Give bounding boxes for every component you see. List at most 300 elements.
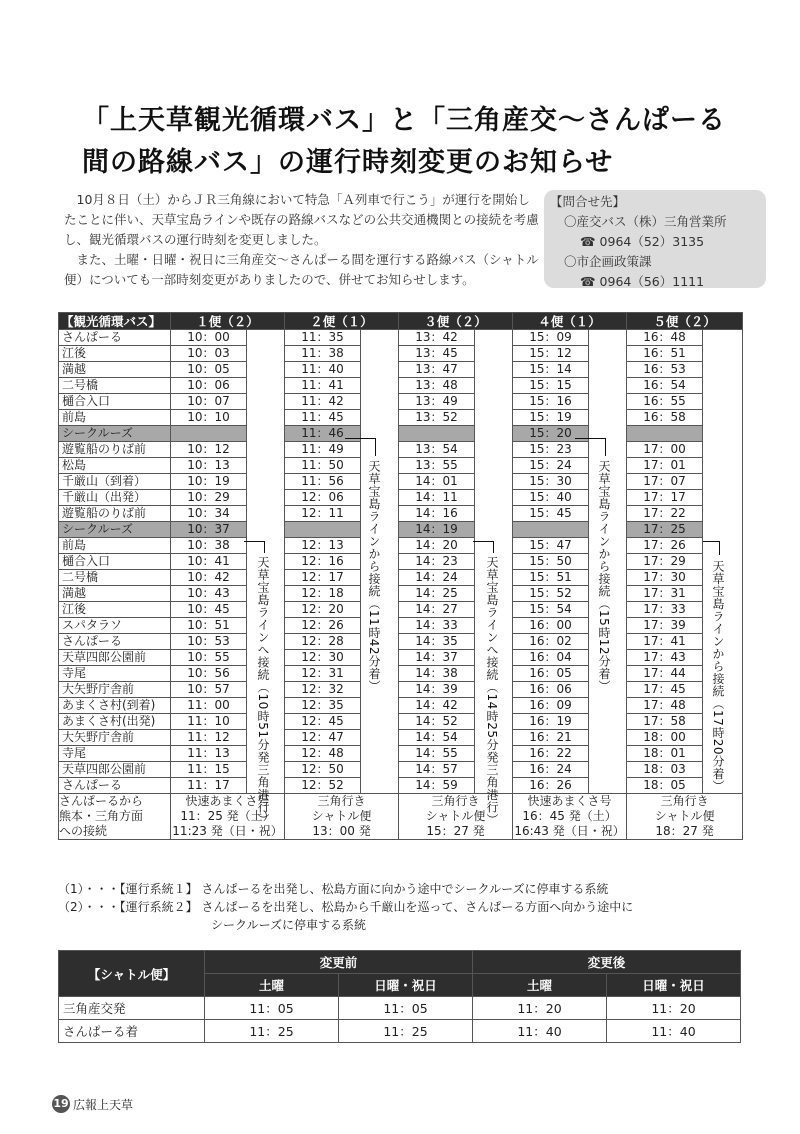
- trip-2-time: 11：42: [285, 394, 361, 410]
- timetable-row: [59, 634, 743, 650]
- trip-3-time: [399, 426, 475, 442]
- timetable-row: [59, 618, 743, 634]
- stop-name: 千厳山（出発）: [59, 490, 171, 506]
- contact-tel-2: ☎ 0964（56）1111: [580, 274, 705, 289]
- trip-2-time: 11：41: [285, 378, 361, 394]
- trip-4-time: 15：15: [513, 378, 589, 394]
- note-column: [247, 522, 285, 538]
- trip-1-time: 10：12: [171, 442, 247, 458]
- note-column: [589, 746, 627, 762]
- note-column: [361, 362, 399, 378]
- trip-5-time: 16：54: [627, 378, 703, 394]
- note-column: [475, 346, 513, 362]
- side-note-trip-3: 天草宝島ラインへ接続（14時25分発三角港行）: [485, 556, 499, 827]
- trip-4-time: 16：26: [513, 778, 589, 794]
- timetable-row: [59, 426, 743, 442]
- trip-3-time: 14：20: [399, 538, 475, 554]
- shuttle-before-sunhol: 日曜・祝日: [339, 974, 473, 997]
- trip-5-time: 18：03: [627, 762, 703, 778]
- trip-1-time: 10：42: [171, 570, 247, 586]
- trip-3-time: 14：42: [399, 698, 475, 714]
- trip-3-header: ３便（２）: [399, 313, 513, 330]
- arrow-trip-5: [703, 541, 719, 542]
- note-column: [475, 458, 513, 474]
- trip-1-time: 10：34: [171, 506, 247, 522]
- note-column: [703, 506, 743, 522]
- trip-4-time: 15：30: [513, 474, 589, 490]
- trip-5-time: 17：26: [627, 538, 703, 554]
- note-column: [475, 426, 513, 442]
- trip-4-time: 15：24: [513, 458, 589, 474]
- trip-3-time: 13：49: [399, 394, 475, 410]
- trip-2-time: 11：49: [285, 442, 361, 458]
- timetable-row: [59, 746, 743, 762]
- timetable-row: [59, 666, 743, 682]
- shuttle-stop: さんぱーる着: [59, 1020, 205, 1043]
- trip-1-time: 10：53: [171, 634, 247, 650]
- connection-line: 三角行き: [317, 794, 366, 808]
- timetable-row: [59, 698, 743, 714]
- note-column: [703, 442, 743, 458]
- note-column: [589, 378, 627, 394]
- trip-5-time: 17：43: [627, 650, 703, 666]
- trip-4-time: 15：54: [513, 602, 589, 618]
- trip-5-time: 16：55: [627, 394, 703, 410]
- note-column: [703, 538, 743, 554]
- shuttle-row: [59, 997, 741, 1020]
- arrow-trip-3: [473, 541, 493, 542]
- trip-2-time: 12：32: [285, 682, 361, 698]
- timetable-row: [59, 650, 743, 666]
- note-column: [703, 426, 743, 442]
- stop-name: 二号橋: [59, 378, 171, 394]
- trip-5-time: 18：00: [627, 730, 703, 746]
- stop-name: 江後: [59, 346, 171, 362]
- shuttle-stop: 三角産交発: [59, 997, 205, 1020]
- note-column: [475, 506, 513, 522]
- connection-label-line: への接続: [59, 824, 108, 838]
- trip-5-time: [627, 426, 703, 442]
- stop-name: 前島: [59, 410, 171, 426]
- shuttle-after-sat: 土曜: [473, 974, 607, 997]
- stop-name: 遊覧船のりば前: [59, 506, 171, 522]
- timetable-row: [59, 570, 743, 586]
- trip-1-time: 10：45: [171, 602, 247, 618]
- note-column: [361, 698, 399, 714]
- trip-4-time: 16：04: [513, 650, 589, 666]
- connection-line: 13：00 発: [312, 824, 371, 838]
- side-note-trip-2: 天草宝島ラインから接続（11時42分着）: [367, 460, 381, 693]
- trip-1-time: 11：10: [171, 714, 247, 730]
- shuttle-time: 11：20: [607, 997, 741, 1020]
- note-column: [247, 442, 285, 458]
- note-column: [247, 506, 285, 522]
- trip-4-time: 16：24: [513, 762, 589, 778]
- trip-5-header: ５便（２）: [627, 313, 743, 330]
- intro-paragraph-1: 10月８日（土）からＪＲ三角線において特急「Ａ列車で行こう」が運行を開始したことに伴い、天草宝島ラインや既存の路線バスなどの公共交通機関との接続を考慮し、観光循環バスの運行時刻を変更しました。: [64, 192, 539, 247]
- trip-1-time: 10：38: [171, 538, 247, 554]
- trip-4-time: 15：23: [513, 442, 589, 458]
- intro-text: [64, 190, 542, 290]
- trip-1-header: １便（２）: [171, 313, 285, 330]
- note-column: [247, 378, 285, 394]
- trip-4-time: 15：40: [513, 490, 589, 506]
- note-column: [361, 762, 399, 778]
- trip-5-time: 17：31: [627, 586, 703, 602]
- trip-5-time: 18：05: [627, 778, 703, 794]
- trip-1-time: 11：13: [171, 746, 247, 762]
- trip-2-time: 12：31: [285, 666, 361, 682]
- trip-4-time: 15：14: [513, 362, 589, 378]
- timetable-row: [59, 730, 743, 746]
- trip-2-time: 12：48: [285, 746, 361, 762]
- shuttle-time: 11：25: [205, 1020, 339, 1043]
- arrow-trip-4-v: [605, 438, 606, 456]
- contact-org-1: 〇産交バス（株）三角営業所: [564, 214, 727, 229]
- trip-3-time: 13：47: [399, 362, 475, 378]
- trip-4-time: 16：06: [513, 682, 589, 698]
- note-column: [247, 346, 285, 362]
- trip-1-time: 11：00: [171, 698, 247, 714]
- note-column: [589, 330, 627, 346]
- shuttle-time: 11：40: [607, 1020, 741, 1043]
- trip-3-time: 14：25: [399, 586, 475, 602]
- shuttle-before-header: 変更前: [205, 951, 473, 974]
- note-column: [247, 474, 285, 490]
- note-column: [703, 394, 743, 410]
- trip-5-time: 17：48: [627, 698, 703, 714]
- note-column: [703, 346, 743, 362]
- stop-name: 寺尾: [59, 666, 171, 682]
- trip-3-time: 13：52: [399, 410, 475, 426]
- stop-name: 江後: [59, 602, 171, 618]
- note-column: [361, 442, 399, 458]
- stop-name: 満越: [59, 586, 171, 602]
- connection-label: [59, 794, 171, 840]
- note-column: [703, 522, 743, 538]
- trip-1-time: 10：03: [171, 346, 247, 362]
- trip-3-time: 13：54: [399, 442, 475, 458]
- trip-4-time: 16：09: [513, 698, 589, 714]
- connection-label-line: 熊本・三角方面: [59, 809, 144, 823]
- trip-3-time: 13：55: [399, 458, 475, 474]
- shuttle-label: 【シャトル便】: [59, 951, 205, 997]
- trip-5-time: 17：45: [627, 682, 703, 698]
- shuttle-time: 11：40: [473, 1020, 607, 1043]
- trip-3-time: 14：39: [399, 682, 475, 698]
- trip-4-time: 15：09: [513, 330, 589, 346]
- connection-line: 16：45 発（土）: [522, 809, 617, 823]
- trip-2-time: 11：56: [285, 474, 361, 490]
- note-column: [589, 410, 627, 426]
- trip-4-time: 15：16: [513, 394, 589, 410]
- note-column: [361, 746, 399, 762]
- timetable-row: [59, 586, 743, 602]
- note-column: [589, 714, 627, 730]
- arrow-trip-5-v: [719, 541, 720, 555]
- trip-3-time: 14：23: [399, 554, 475, 570]
- arrow-trip-2-v: [375, 438, 376, 456]
- stop-name: さんぱーる: [59, 634, 171, 650]
- trip-3-time: 14：38: [399, 666, 475, 682]
- trip-3-time: 14：59: [399, 778, 475, 794]
- note-column: [703, 490, 743, 506]
- trip-5-time: 17：41: [627, 634, 703, 650]
- arrow-trip-1: [244, 541, 264, 542]
- trip-4-time: 15：50: [513, 554, 589, 570]
- trip-5-time: 17：44: [627, 666, 703, 682]
- trip-3-time: 14：35: [399, 634, 475, 650]
- trip-2-time: 12：35: [285, 698, 361, 714]
- arrow-trip-2: [345, 438, 375, 439]
- trip-4-time: 15：51: [513, 570, 589, 586]
- trip-4-time: 15：52: [513, 586, 589, 602]
- note-column: [475, 378, 513, 394]
- timetable-row: [59, 538, 743, 554]
- timetable-row: [59, 410, 743, 426]
- arrow-trip-4: [575, 438, 605, 439]
- stop-name: さんぱーる: [59, 778, 171, 794]
- timetable-row: [59, 490, 743, 506]
- page-footer: [52, 1095, 133, 1113]
- trip-5-time: 17：01: [627, 458, 703, 474]
- trip-5-time: 17：22: [627, 506, 703, 522]
- trip-4-time: 15：45: [513, 506, 589, 522]
- trip-3-time: 14：37: [399, 650, 475, 666]
- note-column: [361, 410, 399, 426]
- stop-name: 大矢野庁舎前: [59, 730, 171, 746]
- trip-3-time: 14：33: [399, 618, 475, 634]
- timetable-row: [59, 362, 743, 378]
- page-title: [82, 100, 782, 184]
- stop-name: 遊覧船のりば前: [59, 442, 171, 458]
- side-note-trip-4: 天草宝島ラインから接続（15時12分着）: [597, 460, 611, 693]
- note-column: [361, 346, 399, 362]
- stop-name: さんぱーる: [59, 330, 171, 346]
- trip-5-time: 17：25: [627, 522, 703, 538]
- trip-5-time: 17：58: [627, 714, 703, 730]
- trip-4-time: 16：05: [513, 666, 589, 682]
- trip-4-time: 16：19: [513, 714, 589, 730]
- trip-2-time: 12：13: [285, 538, 361, 554]
- trip-5-time: 16：58: [627, 410, 703, 426]
- note-column: [703, 474, 743, 490]
- trip-1-time: 10：29: [171, 490, 247, 506]
- publication-name: 広報上天草: [73, 1097, 134, 1112]
- stop-name: あまくさ村(出発): [59, 714, 171, 730]
- contact-heading: 【問合せ先】: [550, 194, 626, 209]
- trip-1-time: 10：51: [171, 618, 247, 634]
- trip-1-time: 10：06: [171, 378, 247, 394]
- note-column: [475, 442, 513, 458]
- trip-2-time: 12：28: [285, 634, 361, 650]
- shuttle-time: 11：05: [205, 997, 339, 1020]
- note-column: [247, 458, 285, 474]
- trip-1-time: 10：56: [171, 666, 247, 682]
- trip-5-time: 17：29: [627, 554, 703, 570]
- shuttle-time: 11：25: [339, 1020, 473, 1043]
- shuttle-table: [58, 950, 741, 1043]
- note-column: [703, 362, 743, 378]
- note-column: [703, 378, 743, 394]
- trip-3-time: 14：16: [399, 506, 475, 522]
- trip-3-time: 13：48: [399, 378, 475, 394]
- connection-line: 11：25 発（土）: [180, 809, 275, 823]
- note-column: [589, 442, 627, 458]
- trip-4-time: 16：22: [513, 746, 589, 762]
- route-note-2-cont: シークルーズに停車する系統: [211, 918, 367, 932]
- trip-2-time: 12：30: [285, 650, 361, 666]
- stop-name: スパタラソ: [59, 618, 171, 634]
- note-column: [475, 474, 513, 490]
- side-note-trip-5: 天草宝島ラインから接続（17時20分着）: [711, 560, 725, 793]
- timetable-row: [59, 474, 743, 490]
- trip-2-time: 12：47: [285, 730, 361, 746]
- trip-5-time: 17：39: [627, 618, 703, 634]
- trip-5-time: 18：01: [627, 746, 703, 762]
- trip-1-time: 11：15: [171, 762, 247, 778]
- trip-3-time: 14：52: [399, 714, 475, 730]
- timetable-row: [59, 522, 743, 538]
- trip-2-time: 11：38: [285, 346, 361, 362]
- trip-3-time: 14：01: [399, 474, 475, 490]
- contact-org-2: 〇市企画政策課: [564, 254, 652, 269]
- trip-1-time: 10：43: [171, 586, 247, 602]
- timetable-row: [59, 458, 743, 474]
- trip-5-time: 16：51: [627, 346, 703, 362]
- trip-2-time: 11：45: [285, 410, 361, 426]
- trip-1-time: 11：12: [171, 730, 247, 746]
- trip-5-time: 17：17: [627, 490, 703, 506]
- page-number: 19: [52, 1095, 70, 1113]
- contact-tel-1: ☎ 0964（52）3135: [580, 234, 705, 249]
- route-note-1: （1）・・・【運行系統１】 さんぱーるを出発し、松島方面に向かう途中でシークルーズに停車する系統: [58, 882, 609, 896]
- trip-4-time: 15：12: [513, 346, 589, 362]
- note-column: [475, 362, 513, 378]
- stop-name: 天草四郎公園前: [59, 762, 171, 778]
- trip-5-time: 17：30: [627, 570, 703, 586]
- stop-name: 樋合入口: [59, 394, 171, 410]
- timetable-row: [59, 506, 743, 522]
- trip-2-time: 11：46: [285, 426, 361, 442]
- trip-5-time: 17：33: [627, 602, 703, 618]
- contact-box: [544, 190, 766, 288]
- note-column: [361, 394, 399, 410]
- note-column: [361, 730, 399, 746]
- note-column: [475, 522, 513, 538]
- trip-2-header: ２便（１）: [285, 313, 399, 330]
- trip-4-time: 15：47: [513, 538, 589, 554]
- side-note-trip-1: 天草宝島ラインへ接続（10時51分発三角港行）: [256, 556, 270, 827]
- trip-2-time: 12：50: [285, 762, 361, 778]
- note-column: [247, 330, 285, 346]
- note-column: [589, 762, 627, 778]
- trip-3-time: 14：11: [399, 490, 475, 506]
- trip-1-time: 10：57: [171, 682, 247, 698]
- timetable-row: [59, 714, 743, 730]
- trip-1-time: 10：41: [171, 554, 247, 570]
- trip-1-time: 10：19: [171, 474, 247, 490]
- connection-line: 快速あまくさ号: [185, 794, 270, 808]
- trip-4-time: 15：20: [513, 426, 589, 442]
- trip-2-time: 12：52: [285, 778, 361, 794]
- note-column: [475, 410, 513, 426]
- note-column: [703, 410, 743, 426]
- note-column: [589, 730, 627, 746]
- note-column: [361, 426, 399, 442]
- shuttle-after-header: 変更後: [473, 951, 741, 974]
- stop-name: あまくさ村(到着): [59, 698, 171, 714]
- title-line-2: 間の路線バス」の運行時刻変更のお知らせ: [82, 147, 614, 178]
- note-column: [703, 330, 743, 346]
- timetable-row: [59, 602, 743, 618]
- note-column: [589, 698, 627, 714]
- trip-1-time: 10：37: [171, 522, 247, 538]
- connection-line: シャトル便: [654, 809, 715, 823]
- trip-3-time: 13：45: [399, 346, 475, 362]
- connection-line: 三角行き: [660, 794, 709, 808]
- trip-2-time: 12：26: [285, 618, 361, 634]
- route-note-2: （2）・・・【運行系統２】 さんぱーるを出発し、松島から千厳山を巡って、さんぱーる方面へ向かう途中に: [58, 900, 634, 914]
- connection-trip-2: [285, 794, 399, 840]
- connection-line: 快速あまくさ号: [527, 794, 612, 808]
- trip-5-time: 16：53: [627, 362, 703, 378]
- trip-4-time: 16：00: [513, 618, 589, 634]
- stop-name: 千厳山（到着）: [59, 474, 171, 490]
- trip-3-time: 14：54: [399, 730, 475, 746]
- note-column: [589, 394, 627, 410]
- stop-name: 樋合入口: [59, 554, 171, 570]
- arrow-trip-3-v: [493, 541, 494, 553]
- stop-name: 寺尾: [59, 746, 171, 762]
- note-column: [475, 330, 513, 346]
- trip-4-time: 16：02: [513, 634, 589, 650]
- connection-line: 18：27 発: [655, 824, 714, 838]
- trip-2-time: 12：16: [285, 554, 361, 570]
- connection-line: シャトル便: [425, 809, 486, 823]
- timetable-row: [59, 330, 743, 346]
- note-column: [589, 426, 627, 442]
- stop-name: 天草四郎公園前: [59, 650, 171, 666]
- stop-name: 松島: [59, 458, 171, 474]
- timetable-row: [59, 762, 743, 778]
- trip-5-time: 16：48: [627, 330, 703, 346]
- note-column: [589, 346, 627, 362]
- trip-3-time: 14：24: [399, 570, 475, 586]
- trip-2-time: 12：18: [285, 586, 361, 602]
- timetable-row: [59, 378, 743, 394]
- stop-name: シークルーズ: [59, 522, 171, 538]
- timetable-row: [59, 554, 743, 570]
- shuttle-time: 11：20: [473, 997, 607, 1020]
- note-column: [361, 330, 399, 346]
- note-column: [247, 394, 285, 410]
- trip-1-time: 10：07: [171, 394, 247, 410]
- connection-label-line: さんぱーるから: [59, 794, 144, 808]
- connection-trip-4: [513, 794, 627, 840]
- trip-5-time: 17：00: [627, 442, 703, 458]
- trip-2-time: 12：17: [285, 570, 361, 586]
- note-column: [361, 714, 399, 730]
- stop-name: 満越: [59, 362, 171, 378]
- stop-name: シークルーズ: [59, 426, 171, 442]
- trip-4-header: ４便（１）: [513, 313, 627, 330]
- shuttle-after-sunhol: 日曜・祝日: [607, 974, 741, 997]
- trip-1-time: 10：00: [171, 330, 247, 346]
- intro-paragraph-2: また、土曜・日曜・祝日に三角産交～さんぱーる間を運行する路線バス（シャトル便）についても一部時刻変更がありましたので、併せてお知らせします。: [64, 252, 539, 287]
- timetable-row: [59, 682, 743, 698]
- note-column: [589, 778, 627, 794]
